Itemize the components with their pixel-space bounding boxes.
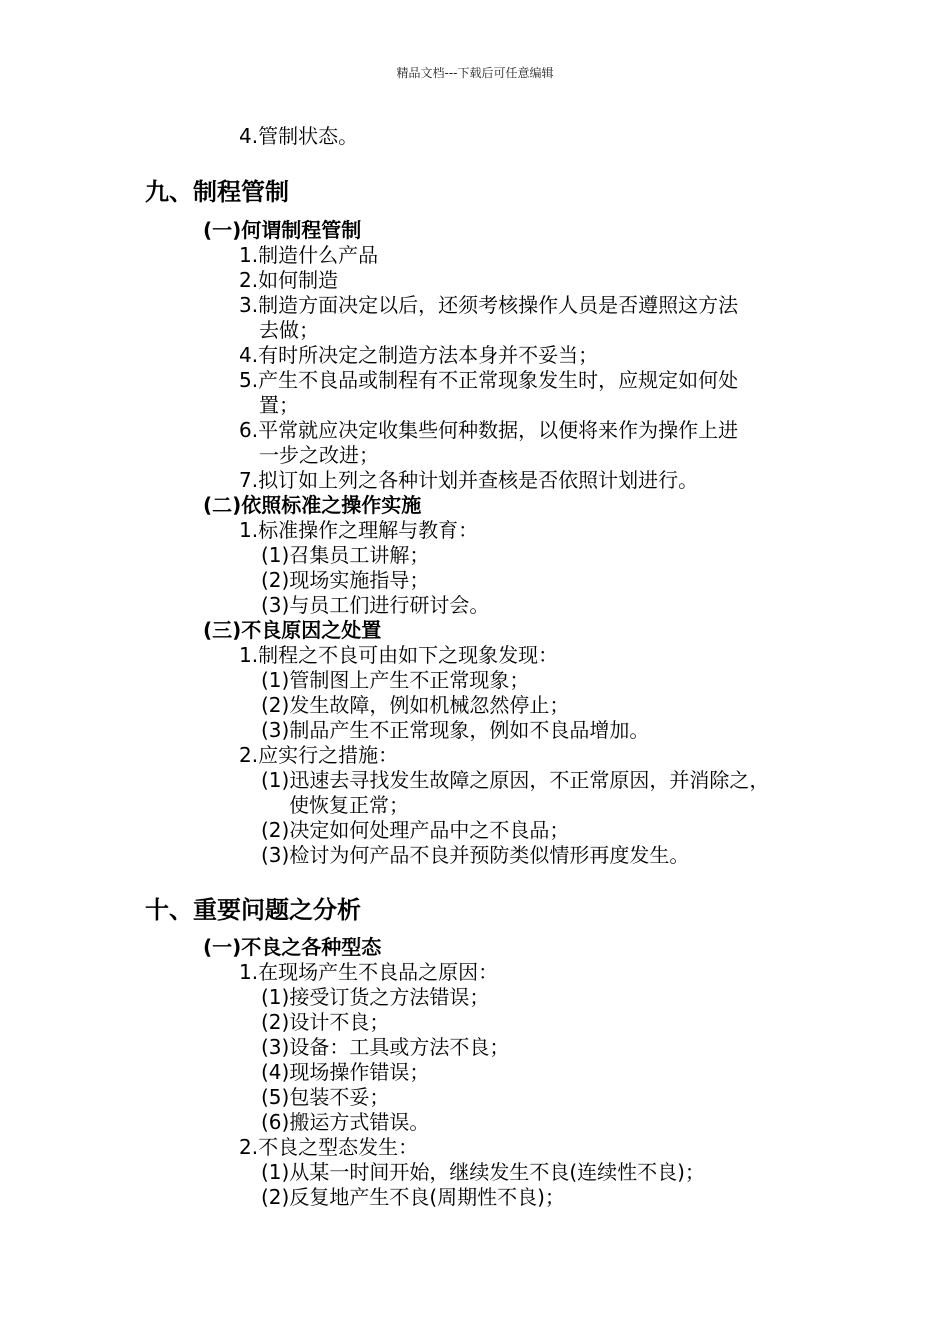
sub-list-item: (3)检讨为何产品不良并预防类似情形再度发生。 [261,843,690,867]
list-item: 1.制程之不良可由如下之现象发现： [239,643,559,667]
subsection-heading: (一)何谓制程管制 [203,218,362,242]
page-header: 精品文档---下载后可任意编辑 [396,66,554,80]
sub-list-item: (3)与员工们进行研讨会。 [261,593,490,617]
sub-list-item: (2)设计不良； [261,1010,390,1034]
list-item-continuation: 一步之改进； [259,443,379,467]
list-item: 1.制造什么产品 [239,243,379,267]
subsection-heading: (一)不良之各种型态 [203,935,382,959]
list-item-continuation: 置； [259,393,299,417]
sub-list-item: (3)设备：工具或方法不良； [261,1035,510,1059]
list-item: 2.如何制造 [239,268,339,292]
sub-list-item: (6)搬运方式错误。 [261,1110,430,1134]
sub-list-item: (5)包装不妥； [261,1085,390,1109]
sub-list-item: (3)制品产生不正常现象，例如不良品增加。 [261,718,650,742]
sub-list-item: (1)管制图上产生不正常现象； [261,668,530,692]
list-item: 2.应实行之措施： [239,743,399,767]
sub-list-item: (2)现场实施指导； [261,568,430,592]
subsection-heading: (二)依照标准之操作实施 [203,493,422,517]
sub-list-item: (2)发生故障，例如机械忽然停止； [261,693,570,717]
sub-list-item: (1)接受订货之方法错误； [261,985,490,1009]
list-item: 2.不良之型态发生： [239,1135,419,1159]
list-item: 6.平常就应决定收集些何种数据，以便将来作为操作上进 [239,418,739,442]
list-item: 1.在现场产生不良品之原因： [239,960,499,984]
section-heading: 十、重要问题之分析 [145,896,361,924]
list-item: 3.制造方面决定以后，还须考核操作人员是否遵照这方法 [239,293,739,317]
list-item: 7.拟订如上列之各种计划并查核是否依照计划进行。 [239,468,699,492]
sub-list-item: (2)反复地产生不良(周期性不良)； [261,1185,565,1209]
list-item: 5.产生不良品或制程有不正常现象发生时，应规定如何处 [239,368,739,392]
sub-list-item-continuation: 使恢复正常； [289,793,409,817]
list-item-continuation: 去做； [259,318,319,342]
sub-list-item: (2)决定如何处理产品中之不良品； [261,818,570,842]
section-heading: 九、制程管制 [145,178,289,206]
list-item: 4.有时所决定之制造方法本身并不妥当； [239,343,599,367]
subsection-heading: (三)不良原因之处置 [203,618,382,642]
list-item: 4.管制状态。 [239,124,359,148]
sub-list-item: (1)从某一时间开始，继续发生不良(连续性不良)； [261,1160,705,1184]
sub-list-item: (1)迅速去寻找发生故障之原因，不正常原因，并消除之， [261,768,770,792]
sub-list-item: (4)现场操作错误； [261,1060,430,1084]
list-item: 1.标准操作之理解与教育： [239,518,479,542]
sub-list-item: (1)召集员工讲解； [261,543,430,567]
